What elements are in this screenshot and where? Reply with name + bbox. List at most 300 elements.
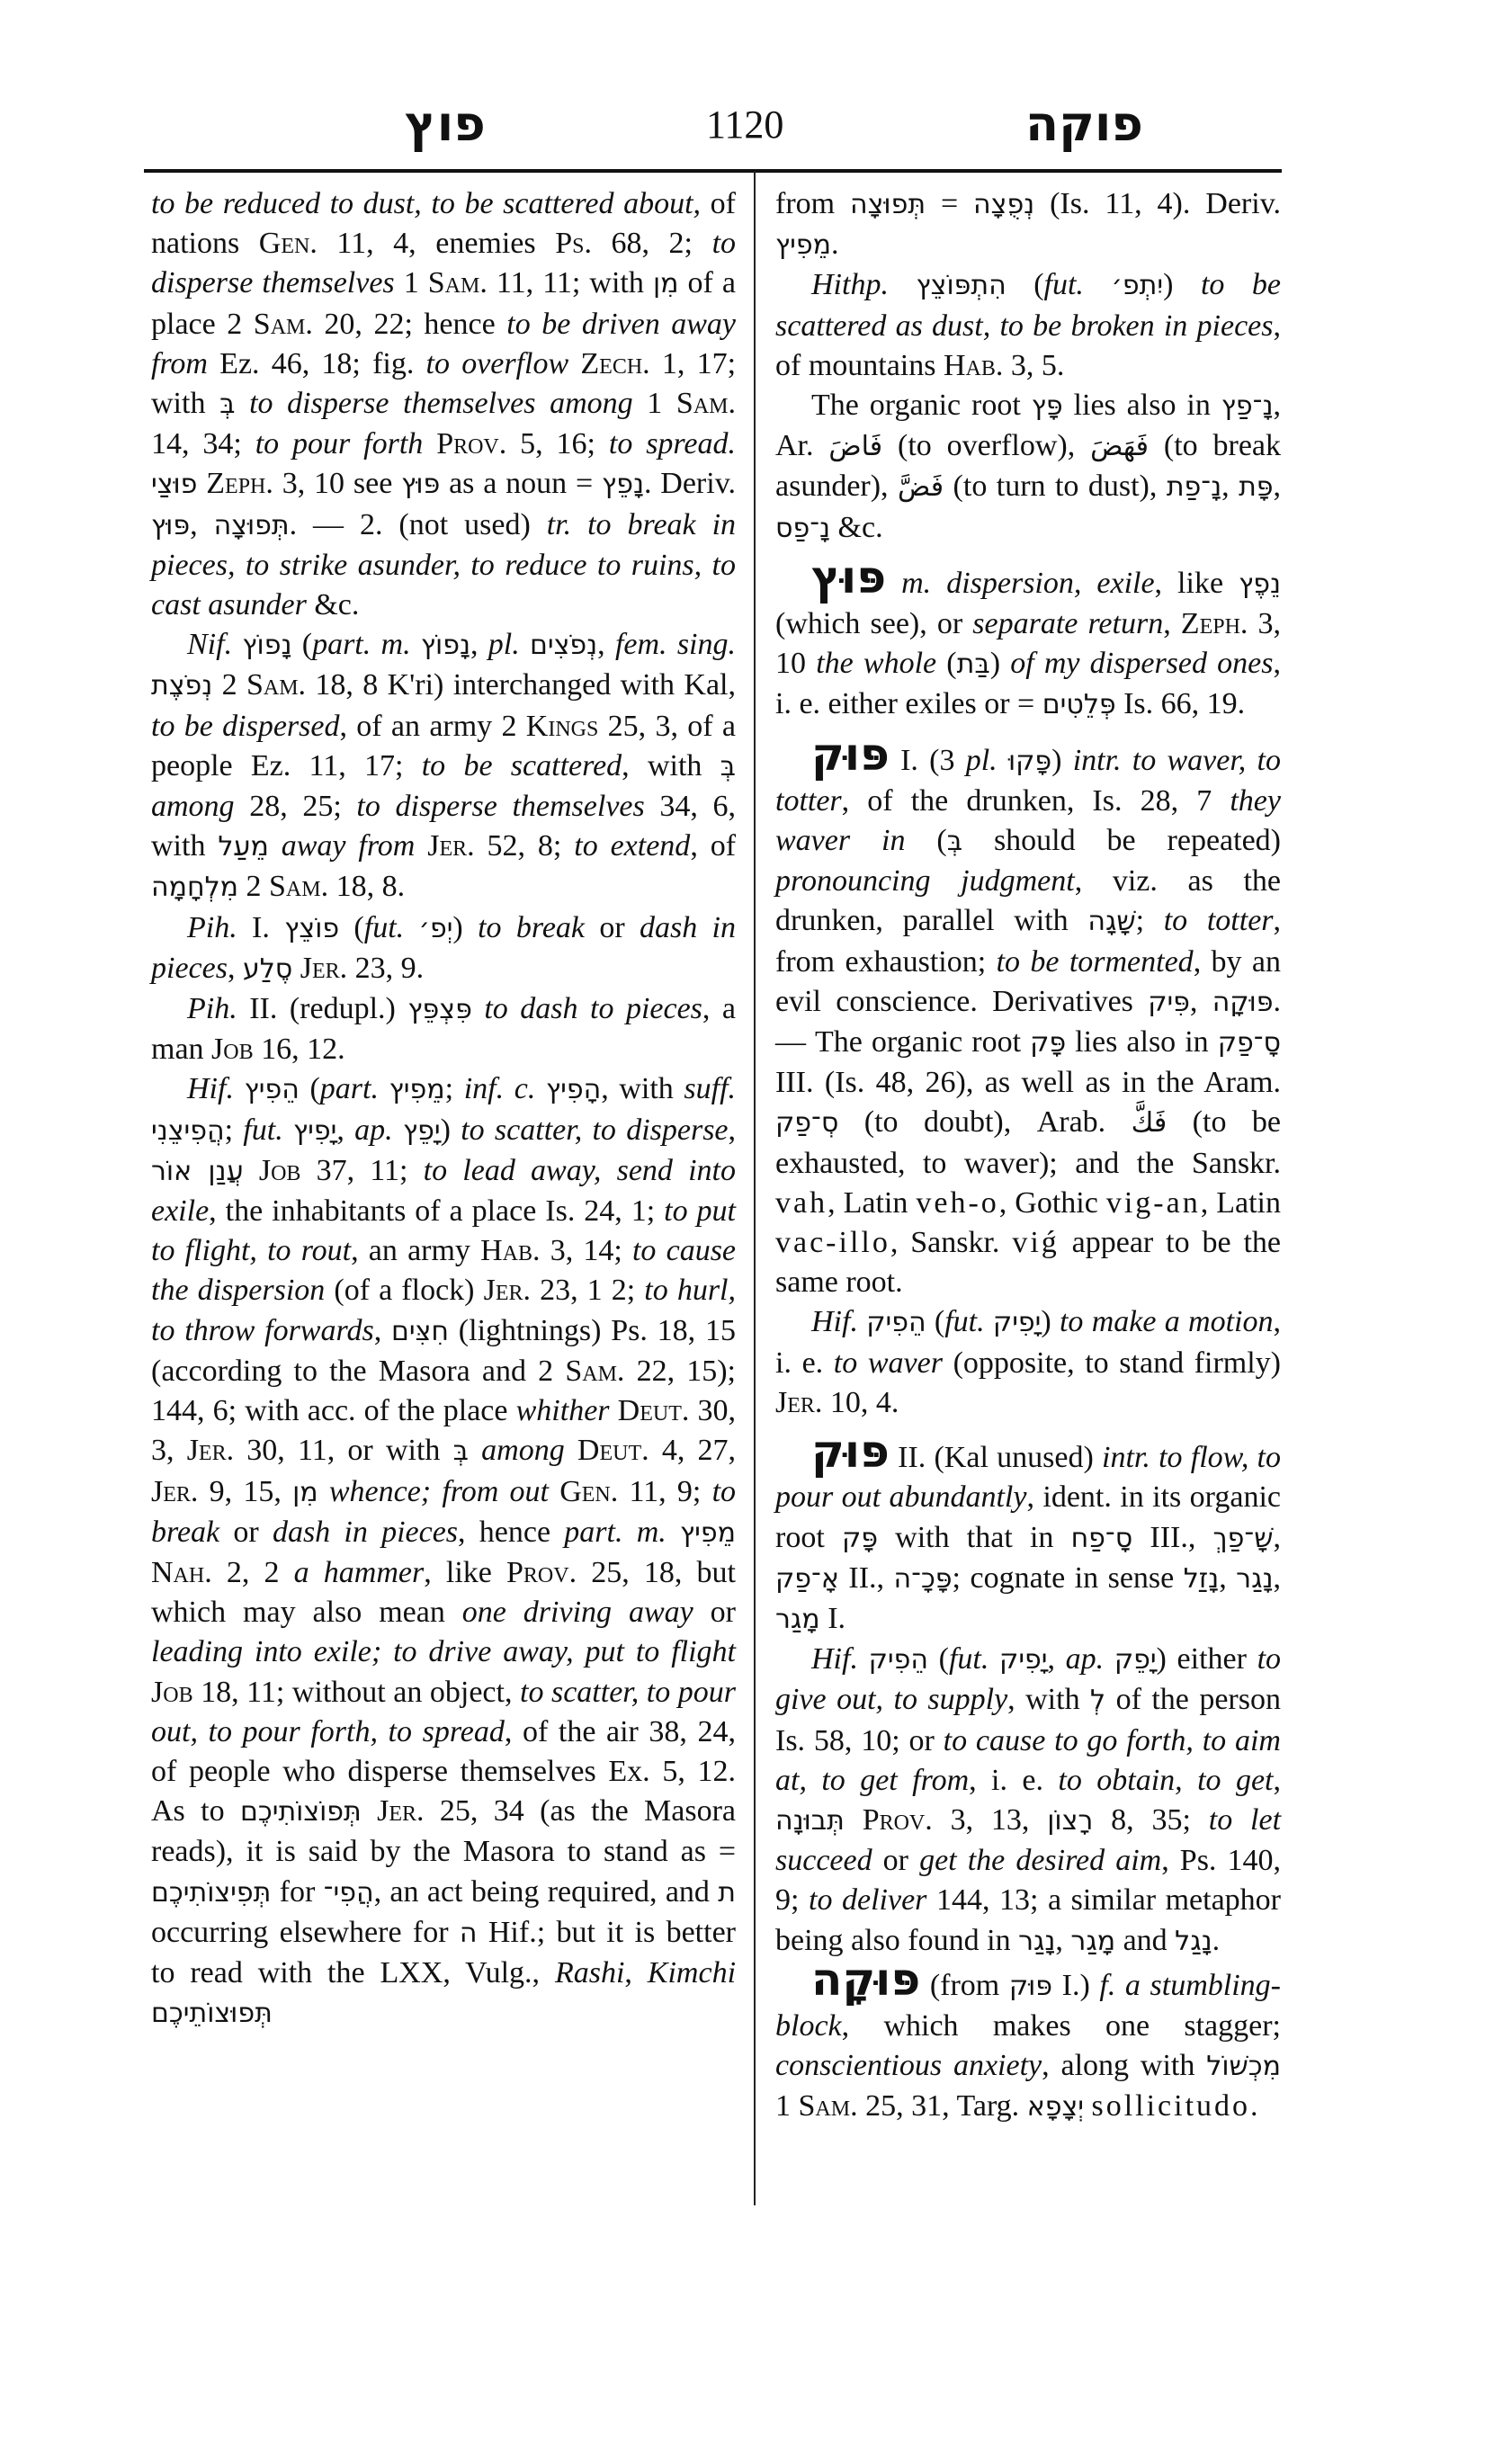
text-run: , ident. in its organic root (775, 1480, 1281, 1554)
text-run (998, 744, 1008, 777)
text-run: III., (1132, 1520, 1213, 1554)
italic-gloss: to hurl, to throw forwards (151, 1274, 737, 1347)
text-run (235, 387, 249, 420)
italic-gloss: to scatter, to disperse (461, 1113, 729, 1147)
hebrew-word: תְּפוֹצוֹתִיכֶם (239, 1796, 362, 1829)
text-run (535, 1072, 546, 1105)
text-run: 20, 22; hence (312, 307, 507, 341)
text-run: ) (440, 1113, 461, 1147)
hebrew-word: בְּ (452, 1435, 469, 1468)
text-run: , (1273, 469, 1282, 504)
text-run: , a man (151, 992, 737, 1067)
text-run: , (1273, 1560, 1281, 1595)
book-reference: Jer. (300, 951, 348, 985)
italic-gloss: intr. to waver, to totter (775, 743, 1281, 818)
text-run: lies also in (1062, 389, 1221, 423)
text-run: , hence (458, 1515, 565, 1549)
italic-gloss: part. (319, 1072, 379, 1106)
italic-gloss: fut. (1043, 268, 1084, 302)
italic-gloss: part. m. (312, 628, 411, 662)
text-run: (of a flock) (325, 1274, 484, 1308)
spaced-cognate: vah (775, 1185, 828, 1220)
entry-headword: פּוּקָה (811, 1953, 921, 2006)
hebrew-word: נָפֵץ (602, 469, 644, 501)
hebrew-word: אָ־פַק (775, 1562, 839, 1595)
text-run: , i. e. (775, 1305, 1281, 1380)
italic-gloss: to scatter, to pour out, to pour forth, to spread (151, 1675, 736, 1748)
text-run: , viz. as the drunken, parallel with (775, 864, 1281, 938)
hebrew-word: ה (459, 1917, 478, 1949)
text-run: , an army (351, 1234, 481, 1268)
hebrew-word: נָפוֹץ (242, 630, 292, 662)
left-running-headword: פוץ (405, 95, 486, 152)
entry-paragraph-kal-cont (151, 184, 736, 625)
text-run: III. (Is. 48, 26), as well as in the Aram. (775, 1066, 1281, 1100)
text-run: ; cognate in sense (952, 1560, 1184, 1595)
text-run: Is. 66, 19. (1115, 687, 1246, 721)
hebrew-word: מֵפִיץ (775, 229, 832, 262)
text-run (292, 952, 300, 985)
book-reference: Jer. (186, 1434, 235, 1468)
entry-paragraph-puk2-hif (775, 1640, 1281, 1962)
hebrew-word: עֲנַן אוֹר (151, 1155, 244, 1187)
spaced-cognate: sollicitudo. (1091, 2089, 1261, 2124)
text-run: , (1273, 1763, 1281, 1797)
text-run: = (926, 187, 974, 220)
hebrew-word: מֵפִיץ (679, 1516, 736, 1549)
text-run (411, 628, 421, 661)
text-run: ) (1163, 268, 1201, 302)
text-run: 5, 16; (506, 427, 609, 461)
text-run: 14, 34; (151, 427, 255, 461)
text-run: , (470, 628, 488, 662)
hebrew-word: פוּצַי (151, 469, 198, 501)
text-run: , an act being required, and (373, 1874, 719, 1909)
entry-paragraph-hithp (775, 265, 1281, 386)
text-run (232, 628, 242, 661)
italic-gloss: to spread. (608, 427, 736, 461)
text-run: ( (291, 628, 313, 662)
text-run: , (597, 628, 615, 662)
italic-gloss: to cause to go forth, to aim at, to get from (775, 1723, 1281, 1797)
text-run (234, 1072, 245, 1105)
italic-gloss: to put to flight, to rout (151, 1194, 736, 1268)
book-reference: Sam. (253, 307, 313, 341)
book-reference: Jer. (377, 1794, 425, 1829)
text-run: 1 (632, 387, 676, 421)
text-run: , Latin (828, 1185, 917, 1220)
italic-gloss: the whole (816, 647, 937, 681)
text-run: I. (3 (889, 743, 966, 777)
hebrew-word: הֵפִיץ (244, 1074, 300, 1106)
arabic-word: فَكَّ (1131, 1107, 1168, 1140)
hebrew-word: מִן (292, 1476, 318, 1508)
text-run: 8, 35; (1093, 1802, 1209, 1837)
right-column (775, 184, 1281, 2128)
italic-gloss: ap. (1065, 1642, 1105, 1677)
hebrew-word: פּוּקָה (1212, 986, 1274, 1018)
book-reference: Jer. (483, 1274, 531, 1308)
text-run: 2 (212, 668, 246, 702)
text-run: , (1189, 984, 1212, 1018)
italic-gloss: intr. to flow, to pour out abundantly (775, 1441, 1282, 1515)
book-reference: Hab. (943, 348, 1004, 382)
hebrew-word: תְּפִיצוֹתִיכֶם (151, 1876, 272, 1909)
text-run: with that in (877, 1520, 1071, 1554)
italic-gloss: to waver (833, 1346, 943, 1380)
book-reference: Zeph. (206, 467, 273, 501)
text-run: (to overflow), (882, 429, 1091, 463)
italic-gloss: among (481, 1434, 565, 1468)
text-run (845, 1803, 863, 1837)
text-run: , by an evil conscience. Derivatives (775, 944, 1281, 1018)
italic-gloss: to be driven away from (151, 307, 737, 380)
hebrew-word: סָ־פַק (1217, 1027, 1281, 1060)
text-run: (which see), or (775, 607, 973, 641)
italic-gloss: to pour forth (255, 427, 424, 461)
book-reference: Sam. (798, 2089, 858, 2124)
text-run: , with (1007, 1683, 1091, 1717)
text-run: I. (819, 1601, 846, 1635)
arabic-word: فَهَضَ (1090, 431, 1149, 463)
text-run: 3, 14; (540, 1234, 632, 1268)
text-run: (opposite, to stand firmly) (942, 1346, 1281, 1380)
italic-gloss: to let succeed (775, 1802, 1282, 1878)
hebrew-word: תְּפוּצָה (850, 189, 926, 220)
hebrew-word: נָזַל (1183, 1562, 1220, 1595)
text-run (197, 467, 206, 500)
italic-gloss: suff. (684, 1072, 737, 1106)
hebrew-word: נָ־פַס (775, 512, 831, 544)
text-run: , the inhabitants of a place Is. 24, 1; (209, 1194, 665, 1229)
hebrew-word: בַּת (956, 648, 990, 681)
italic-gloss: get the desired aim (919, 1844, 1162, 1878)
hebrew-word: נָפוֹץ (420, 630, 470, 662)
book-reference: Zeph. (1180, 607, 1248, 641)
text-run: (from (920, 1968, 1009, 2002)
text-run: 10, 4. (822, 1385, 899, 1419)
hebrew-word: פָּקוּ (1007, 745, 1052, 777)
entry-paragraph-puk1-hif (775, 1302, 1281, 1423)
text-run: , along with (1042, 2049, 1207, 2083)
text-run: (lightnings) Ps. 18, 15 (according to the Masora and 2 (151, 1313, 736, 1388)
text-run: II., (838, 1560, 894, 1595)
arabic-word: فَاضَ (828, 431, 883, 463)
hebrew-word: נָגַר (1236, 1562, 1274, 1595)
text-run: 11, 11; with (487, 266, 653, 300)
header-rule (144, 169, 1282, 173)
italic-gloss: whither (515, 1394, 610, 1428)
book-reference: Jer. (151, 1474, 199, 1508)
italic-gloss: Hithp. (811, 268, 889, 302)
book-reference: Ps. (555, 227, 592, 261)
entry-paragraph-nif (151, 625, 736, 908)
text-run: or (219, 1515, 273, 1549)
text-run (858, 1305, 866, 1338)
hebrew-word: יָפִיק (992, 1307, 1042, 1339)
hebrew-word: נְפֹצֶת (151, 670, 213, 702)
hebrew-word: נָגַר (1018, 1925, 1056, 1957)
hebrew-word: שָׁגָה (1087, 906, 1136, 938)
hebrew-word: פִּיק (1148, 986, 1190, 1018)
italic-gloss: to cause the dispersion (151, 1234, 737, 1308)
entry-paragraph-puts-noun (775, 550, 1281, 726)
hebrew-word: יְצָפָא (1026, 2091, 1084, 2124)
text-run: , (1273, 1520, 1281, 1554)
italic-gloss: pl. (488, 628, 520, 662)
italic-gloss: inf. c. (463, 1072, 536, 1106)
hebrew-word: מָגַר (775, 1603, 820, 1635)
hebrew-word: הֲפִי־ (323, 1876, 374, 1909)
italic-gloss: part. m. (564, 1515, 667, 1549)
hebrew-word: יָפֵק (1114, 1644, 1157, 1677)
text-run: ; (1135, 904, 1164, 938)
text-run: &c. (830, 510, 883, 544)
italic-gloss: tr. (546, 507, 572, 541)
hebrew-word: פּוּק (1008, 1970, 1053, 2002)
hebrew-word: הָפִיץ (545, 1074, 602, 1106)
text-run: of nations (151, 187, 736, 261)
text-run: 34, 6, with (151, 790, 737, 863)
italic-gloss: Kimchi (647, 1955, 737, 1990)
hebrew-word: פְּלֵטִים (1042, 689, 1116, 721)
text-run: , (1219, 1560, 1237, 1595)
text-run: ( (926, 1305, 945, 1339)
italic-gloss: m. dispersion, exile (901, 566, 1155, 600)
italic-gloss: Hif. (811, 1305, 858, 1339)
hebrew-word: פָּק (1030, 1027, 1067, 1060)
hebrew-word: פּוּץ (401, 469, 441, 501)
text-run: , of mountains (775, 308, 1281, 382)
hebrew-word: תְּבוּנָה (775, 1804, 845, 1837)
text-run: and (1115, 1923, 1176, 1957)
text-run: 28, 25; (234, 790, 357, 824)
text-run: ; (444, 1072, 464, 1106)
italic-gloss: fut. (948, 1642, 989, 1677)
italic-gloss: to overflow (425, 346, 569, 380)
italic-gloss: fut. (363, 910, 405, 944)
text-run: 25, 31, Targ. (857, 2089, 1027, 2124)
book-reference: Sam. (269, 870, 329, 904)
italic-gloss: to be scattered as dust, to be broken in pieces (775, 268, 1281, 343)
italic-gloss: pronouncing judgment (775, 864, 1075, 899)
text-run: 3, 10 see (273, 467, 402, 501)
text-run: , (1221, 469, 1239, 504)
hebrew-word: חִצִּים (390, 1315, 449, 1347)
book-reference: Deut. (617, 1394, 690, 1428)
italic-gloss: Nif. (187, 628, 233, 662)
text-run: , from exhaustion; (775, 904, 1282, 979)
text-run: , i. e. (969, 1763, 1059, 1797)
hebrew-word: בְּ (946, 826, 963, 858)
entry-paragraph-pih1 (151, 908, 736, 989)
text-run (989, 1642, 999, 1676)
hebrew-word: נָ־פַת (1166, 471, 1222, 504)
hebrew-word: סָ־פַח (1070, 1522, 1133, 1554)
text-run (667, 1516, 680, 1549)
italic-gloss: to break in pieces, to strike asunder, to reduce to ruins, to cast asunder (151, 507, 737, 622)
text-run (404, 911, 418, 944)
hebrew-word: פָּץ (1031, 390, 1063, 423)
text-run: , like (424, 1555, 507, 1589)
text-run: or (585, 910, 640, 944)
text-run: of the person Is. 58, 10; or (775, 1683, 1281, 1757)
text-run: ( (339, 910, 364, 944)
hebrew-word: יָפֵץ (402, 1114, 441, 1147)
text-run: ) (1041, 1305, 1060, 1339)
text-run: 68, 2; (591, 227, 712, 261)
text-run: 23, 1 2; (531, 1274, 645, 1308)
italic-gloss: f. a stumbling-block (775, 1968, 1281, 2043)
text-run (985, 1305, 993, 1338)
italic-gloss: to break (478, 910, 586, 944)
text-run: 2 (238, 870, 270, 904)
italic-gloss: to be tormented (996, 944, 1194, 979)
italic-gloss: to be dispersed (151, 709, 340, 743)
hebrew-word: מָגַר (1070, 1925, 1116, 1957)
book-reference: Gen. (559, 1474, 619, 1508)
entry-headword: פּוּק (811, 1426, 890, 1479)
hebrew-word: פִּצְפֵּץ (407, 994, 472, 1026)
arabic-word: فَضَّ (898, 471, 944, 504)
italic-gloss: fut. (243, 1113, 283, 1147)
book-reference: Prov. (506, 1555, 577, 1589)
hebrew-word: מִלְחָמָה (151, 872, 239, 904)
book-reference: Hab. (480, 1234, 541, 1268)
text-run (520, 628, 530, 661)
text-run: , (227, 951, 243, 985)
hebrew-word: מֵפִיץ (389, 1074, 445, 1106)
hebrew-word: פוֹצֵץ (284, 912, 340, 944)
text-run: . — 2. (not used) (289, 507, 547, 541)
column-divider (754, 171, 756, 2205)
book-reference: Jer. (427, 829, 475, 863)
text-run: , of the drunken, Is. 28, 7 (841, 783, 1230, 818)
text-run: ( (299, 1072, 320, 1106)
hebrew-word: פָּת (1239, 471, 1274, 504)
text-run: , of (690, 829, 737, 863)
text-run: 52, 8; (474, 829, 575, 863)
text-run (568, 347, 580, 380)
italic-gloss: to extend (574, 829, 691, 863)
hebrew-word: פָּכָ־ה (893, 1562, 953, 1595)
text-run: I.) (1052, 1968, 1100, 2002)
text-run (269, 829, 282, 863)
book-reference: Sam. (565, 1354, 625, 1388)
spaced-cognate: vig-an (1105, 1185, 1201, 1220)
text-run: , of the air 38, 24, of people who disperse themselves Ex. 5, 12. As to (151, 1714, 736, 1829)
text-run: 11, 4, enemies (317, 227, 556, 261)
entry-paragraph-hif-cont (775, 184, 1281, 265)
text-run: 22, 15); 144, 6; with acc. of the place (151, 1354, 736, 1428)
text-run: 18, 8 K'ri) interchanged with Kal, (306, 668, 736, 702)
text-run: , Ps. 140, 9; (775, 1844, 1282, 1918)
hebrew-word: נְפֻצָה (973, 189, 1035, 220)
text-run (244, 1154, 259, 1187)
text-run: 25, 18, but which may also mean (151, 1555, 736, 1630)
hebrew-word: ת (718, 1876, 736, 1909)
hebrew-word: סְ־פַק (775, 1107, 839, 1140)
entry-paragraph-organic-root (775, 386, 1281, 549)
book-reference: Prov. (862, 1802, 933, 1837)
text-run: 1 (775, 2089, 799, 2124)
hebrew-word: הֲפִיצֵנִי (151, 1114, 225, 1147)
italic-gloss: leading into exile; to drive away, put to flight (151, 1635, 736, 1669)
text-run: Hif.; but it is better to read with the LXX, Vulg., (151, 1915, 736, 1990)
book-reference: Prov. (436, 427, 507, 461)
hebrew-word: רָצוֹן (1047, 1804, 1094, 1837)
text-run (469, 1434, 481, 1467)
hebrew-word: בְּ (720, 750, 736, 782)
text-run: 3, 10 (775, 607, 1281, 681)
book-reference: Nah. (151, 1555, 212, 1589)
hebrew-word: יִתְפ׳ (1111, 270, 1164, 302)
italic-gloss: to disperse themselves (151, 227, 737, 300)
italic-gloss: to dash to pieces (484, 992, 702, 1026)
spaced-cognate: veh-o (916, 1185, 999, 1220)
text-run: , (728, 1113, 737, 1147)
italic-gloss: to obtain, to get (1058, 1763, 1274, 1797)
italic-gloss: to break (151, 1474, 737, 1549)
text-run: 9, 15, (198, 1474, 293, 1508)
text-run (886, 567, 901, 600)
text-run: should be repeated) (962, 824, 1281, 858)
italic-gloss: Pih. (187, 992, 237, 1026)
hebrew-word: הֵפִיק (868, 1644, 928, 1677)
text-run: , Latin (1200, 1185, 1281, 1220)
entry-paragraph-pih2 (151, 989, 736, 1069)
italic-gloss: ap. (354, 1113, 393, 1147)
text-run: (Is. 11, 4). Deriv. (1034, 187, 1281, 220)
text-run: II. (redupl.) (237, 992, 408, 1026)
text-run: as a noun = (440, 467, 603, 501)
entry-paragraph-puk1 (775, 728, 1282, 1303)
text-run: . — The organic root (775, 984, 1281, 1060)
text-run: ; (224, 1113, 244, 1147)
text-run: . Deriv. (643, 467, 736, 501)
italic-gloss: to be reduced to dust, to be scattered about, (151, 187, 702, 220)
hebrew-word: נֵפֶץ (1239, 568, 1281, 600)
text-run: (to doubt), Arab. (838, 1105, 1132, 1140)
text-run: of a place 2 (151, 266, 737, 341)
italic-gloss: fem. sing. (614, 628, 737, 662)
text-run: lies also in (1066, 1025, 1218, 1060)
entry-headword: פּוּק (811, 728, 890, 781)
text-run: ( (927, 1642, 949, 1677)
text-run: for (271, 1874, 324, 1909)
hebrew-word: מִן (652, 268, 679, 300)
text-run: 18, 11; without an object, (192, 1675, 520, 1709)
italic-gloss: conscientious anxiety (775, 2049, 1042, 2083)
page-header (144, 85, 1282, 171)
text-run: , Sanskr. (890, 1226, 1013, 1260)
text-run: 2, 2 (211, 1555, 294, 1589)
text-run: (to turn to dust), (944, 469, 1167, 504)
text-run (362, 1794, 377, 1828)
italic-gloss: to totter (1163, 904, 1274, 938)
text-run: , (1047, 1642, 1066, 1677)
text-run: 4, 27, (649, 1434, 737, 1468)
text-run: ) (989, 647, 1011, 681)
text-run: , of an army 2 (339, 709, 526, 743)
text-run: , (1163, 607, 1181, 641)
text-run: 3, 13, (932, 1802, 1048, 1837)
text-run: , Ar. (775, 389, 1281, 463)
italic-gloss: Hif. (187, 1072, 234, 1106)
italic-gloss: a hammer (293, 1555, 425, 1589)
text-run (610, 1394, 618, 1427)
italic-gloss: one driving away (461, 1596, 693, 1630)
